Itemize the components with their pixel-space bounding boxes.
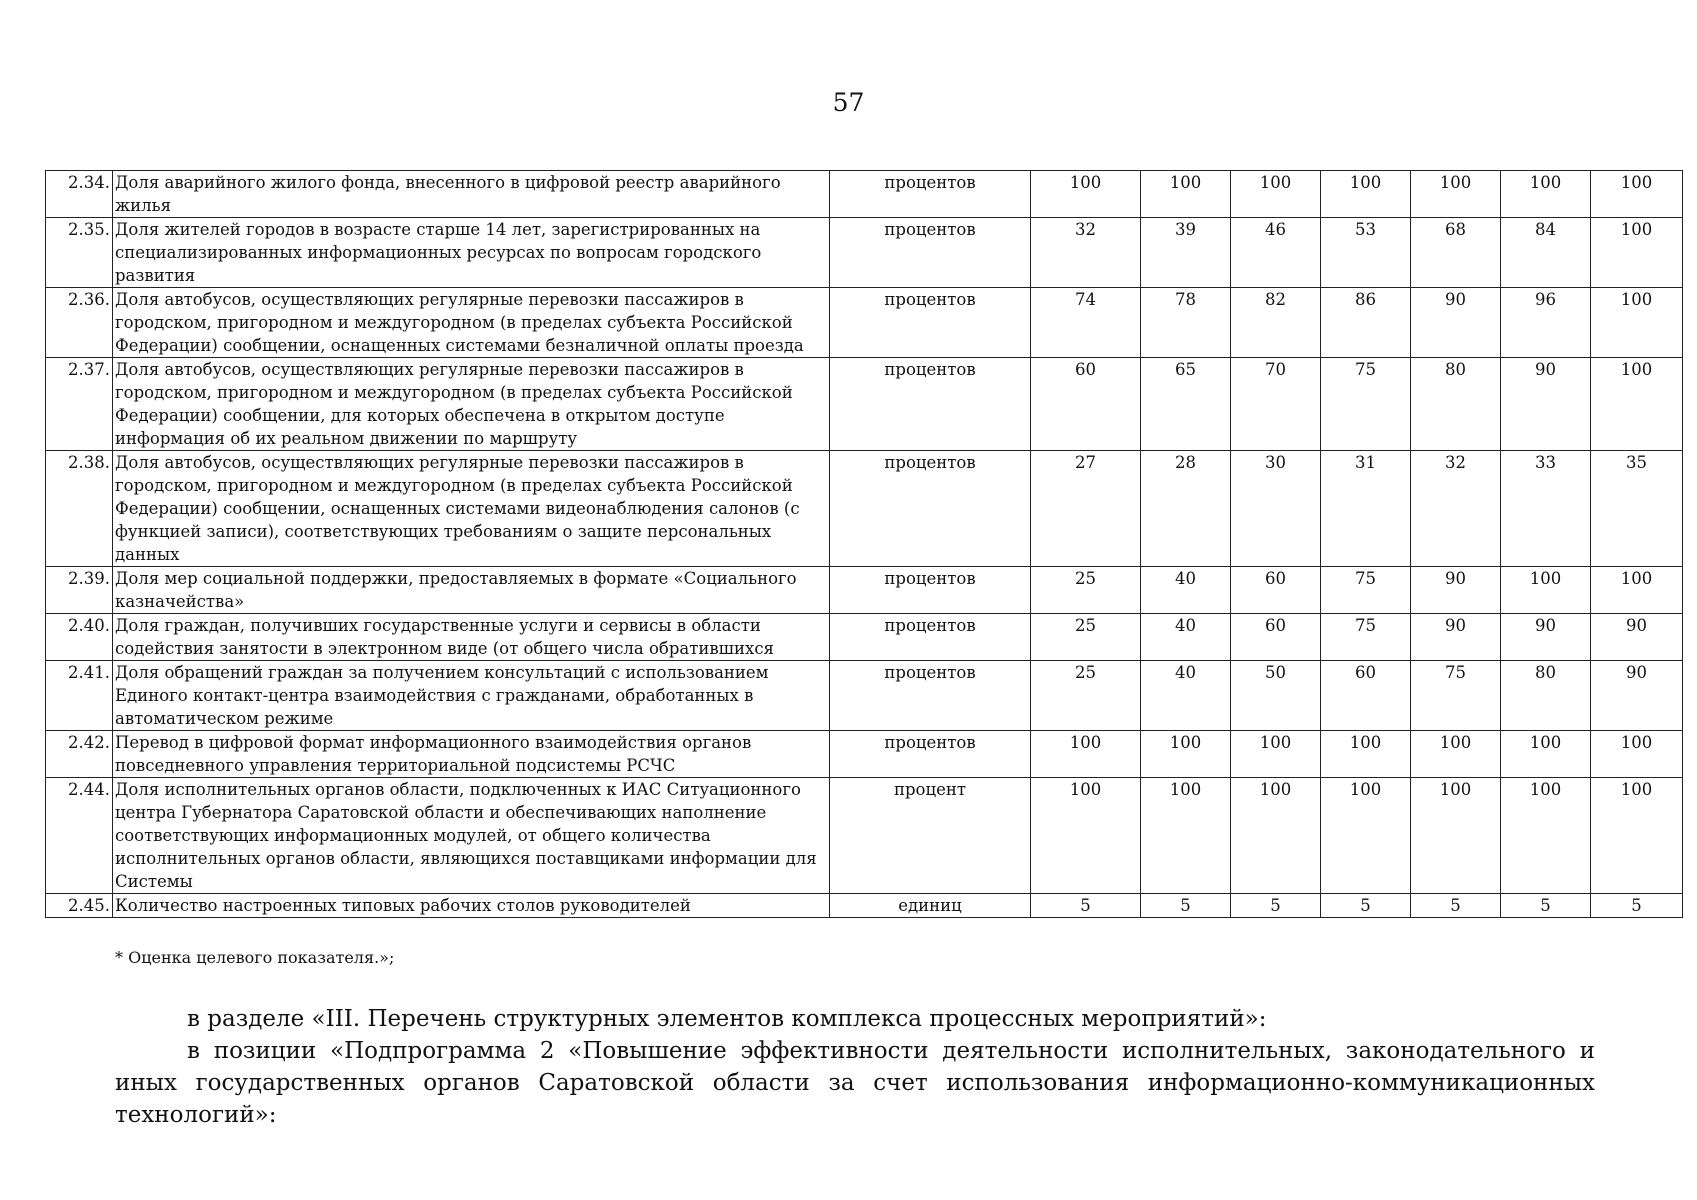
value-cell: 100: [1501, 731, 1591, 778]
value-cell: 100: [1591, 358, 1683, 451]
unit-of-measure: процентов: [830, 614, 1031, 661]
value-cell: 90: [1591, 661, 1683, 731]
unit-of-measure: процентов: [830, 451, 1031, 567]
indicator-name: Перевод в цифровой формат информационного взаимодействия органов повседневного управления территориальной подсистемы РСЧС: [113, 731, 830, 778]
value-cell: 100: [1411, 731, 1501, 778]
row-number: 2.36.: [46, 288, 113, 358]
value-cell: 90: [1501, 614, 1591, 661]
value-cell: 90: [1411, 288, 1501, 358]
table-row: [46, 731, 1683, 778]
value-cell: 33: [1501, 451, 1591, 567]
value-cell: 40: [1141, 661, 1231, 731]
row-number: 2.37.: [46, 358, 113, 451]
value-cell: 100: [1591, 218, 1683, 288]
indicator-name: Доля граждан, получивших государственные услуги и сервисы в области содействия занятости в электронном виде (от общего числа обратившихся: [113, 614, 830, 661]
value-cell: 31: [1321, 451, 1411, 567]
unit-of-measure: процентов: [830, 358, 1031, 451]
value-cell: 96: [1501, 288, 1591, 358]
row-number: 2.40.: [46, 614, 113, 661]
value-cell: 27: [1031, 451, 1141, 567]
value-cell: 100: [1591, 288, 1683, 358]
indicator-name: Доля автобусов, осуществляющих регулярные перевозки пассажиров в городском, пригородном и междугородном (в пределах субъекта Российской Федерации) сообщении, оснащенных системами безналичной оплаты проезда: [113, 288, 830, 358]
value-cell: 5: [1501, 894, 1591, 918]
table-row: [46, 778, 1683, 894]
table-row: [46, 894, 1683, 918]
value-cell: 53: [1321, 218, 1411, 288]
value-cell: 46: [1231, 218, 1321, 288]
unit-of-measure: процентов: [830, 218, 1031, 288]
table-row: [46, 451, 1683, 567]
row-number: 2.34.: [46, 171, 113, 218]
value-cell: 40: [1141, 567, 1231, 614]
value-cell: 70: [1231, 358, 1321, 451]
value-cell: 50: [1231, 661, 1321, 731]
value-cell: 68: [1411, 218, 1501, 288]
table-row: [46, 171, 1683, 218]
value-cell: 5: [1231, 894, 1321, 918]
value-cell: 78: [1141, 288, 1231, 358]
row-number: 2.42.: [46, 731, 113, 778]
row-number: 2.41.: [46, 661, 113, 731]
value-cell: 100: [1231, 731, 1321, 778]
value-cell: 32: [1031, 218, 1141, 288]
row-number: 2.39.: [46, 567, 113, 614]
unit-of-measure: процентов: [830, 288, 1031, 358]
value-cell: 60: [1231, 567, 1321, 614]
indicator-name: Доля автобусов, осуществляющих регулярные перевозки пассажиров в городском, пригородном и междугородном (в пределах субъекта Российской Федерации) сообщении, оснащенных системами видеонаблюдения салонов (с функцией записи), соответствующих требованиям о защите персональных данных: [113, 451, 830, 567]
value-cell: 100: [1411, 171, 1501, 218]
value-cell: 100: [1031, 171, 1141, 218]
indicators-table: [45, 170, 1683, 918]
value-cell: 100: [1231, 778, 1321, 894]
value-cell: 39: [1141, 218, 1231, 288]
value-cell: 25: [1031, 567, 1141, 614]
value-cell: 90: [1501, 358, 1591, 451]
value-cell: 84: [1501, 218, 1591, 288]
value-cell: 100: [1591, 171, 1683, 218]
value-cell: 100: [1031, 778, 1141, 894]
value-cell: 25: [1031, 614, 1141, 661]
indicator-name: Доля жителей городов в возрасте старше 14 лет, зарегистрированных на специализированных информационных ресурсах по вопросам городского развития: [113, 218, 830, 288]
value-cell: 100: [1031, 731, 1141, 778]
value-cell: 100: [1321, 171, 1411, 218]
value-cell: 35: [1591, 451, 1683, 567]
indicator-name: Доля автобусов, осуществляющих регулярные перевозки пассажиров в городском, пригородном и междугородном (в пределах субъекта Российской Федерации) сообщении, для которых обеспечена в открытом доступе информация об их реальном движении по маршруту: [113, 358, 830, 451]
row-number: 2.45.: [46, 894, 113, 918]
value-cell: 100: [1501, 171, 1591, 218]
value-cell: 25: [1031, 661, 1141, 731]
value-cell: 5: [1141, 894, 1231, 918]
value-cell: 82: [1231, 288, 1321, 358]
row-number: 2.44.: [46, 778, 113, 894]
value-cell: 75: [1411, 661, 1501, 731]
value-cell: 100: [1321, 778, 1411, 894]
value-cell: 5: [1321, 894, 1411, 918]
value-cell: 60: [1321, 661, 1411, 731]
value-cell: 90: [1411, 567, 1501, 614]
footnote: * Оценка целевого показателя.»;: [115, 948, 395, 967]
value-cell: 100: [1141, 731, 1231, 778]
table-row: [46, 218, 1683, 288]
value-cell: 100: [1141, 778, 1231, 894]
value-cell: 100: [1501, 567, 1591, 614]
value-cell: 80: [1501, 661, 1591, 731]
value-cell: 74: [1031, 288, 1141, 358]
unit-of-measure: процентов: [830, 171, 1031, 218]
value-cell: 86: [1321, 288, 1411, 358]
value-cell: 90: [1591, 614, 1683, 661]
value-cell: 75: [1321, 614, 1411, 661]
value-cell: 100: [1501, 778, 1591, 894]
value-cell: 100: [1141, 171, 1231, 218]
indicator-name: Доля мер социальной поддержки, предоставляемых в формате «Социального казначейства»: [113, 567, 830, 614]
row-number: 2.35.: [46, 218, 113, 288]
value-cell: 100: [1591, 778, 1683, 894]
value-cell: 100: [1321, 731, 1411, 778]
indicator-name: Доля обращений граждан за получением консультаций с использованием Единого контакт-центра взаимодействия с гражданами, обработанных в автоматическом режиме: [113, 661, 830, 731]
value-cell: 30: [1231, 451, 1321, 567]
page-number: 57: [832, 88, 865, 117]
value-cell: 100: [1411, 778, 1501, 894]
value-cell: 5: [1411, 894, 1501, 918]
value-cell: 60: [1031, 358, 1141, 451]
value-cell: 100: [1591, 567, 1683, 614]
paragraph-section-reference: в разделе «III. Перечень структурных элементов комплекса процессных мероприятий»:: [187, 1006, 1267, 1032]
value-cell: 75: [1321, 567, 1411, 614]
table-row: [46, 288, 1683, 358]
unit-of-measure: процентов: [830, 731, 1031, 778]
value-cell: 100: [1231, 171, 1321, 218]
value-cell: 5: [1031, 894, 1141, 918]
unit-of-measure: процентов: [830, 661, 1031, 731]
table-row: [46, 614, 1683, 661]
table-body: [46, 171, 1683, 918]
row-number: 2.38.: [46, 451, 113, 567]
value-cell: 60: [1231, 614, 1321, 661]
unit-of-measure: единиц: [830, 894, 1031, 918]
value-cell: 40: [1141, 614, 1231, 661]
table-row: [46, 567, 1683, 614]
value-cell: 32: [1411, 451, 1501, 567]
unit-of-measure: процент: [830, 778, 1031, 894]
value-cell: 90: [1411, 614, 1501, 661]
indicator-name: Количество настроенных типовых рабочих столов руководителей: [113, 894, 830, 918]
value-cell: 28: [1141, 451, 1231, 567]
indicator-name: Доля исполнительных органов области, подключенных к ИАС Ситуационного центра Губернатора Саратовской области и обеспечивающих наполнение соответствующих информационных модулей, от общего количества исполнительных органов области, являющихся поставщиками информации для Системы: [113, 778, 830, 894]
table-row: [46, 661, 1683, 731]
value-cell: 65: [1141, 358, 1231, 451]
paragraph-position-reference: в позиции «Подпрограмма 2 «Повышение эффективности деятельности исполнительных, законодательного и иных государственных органов Саратовской области за счет использования информационно-коммуникационных технологий»:: [115, 1038, 1595, 1128]
indicator-name: Доля аварийного жилого фонда, внесенного в цифровой реестр аварийного жилья: [113, 171, 830, 218]
unit-of-measure: процентов: [830, 567, 1031, 614]
value-cell: 80: [1411, 358, 1501, 451]
value-cell: 75: [1321, 358, 1411, 451]
table-row: [46, 358, 1683, 451]
value-cell: 100: [1591, 731, 1683, 778]
value-cell: 5: [1591, 894, 1683, 918]
